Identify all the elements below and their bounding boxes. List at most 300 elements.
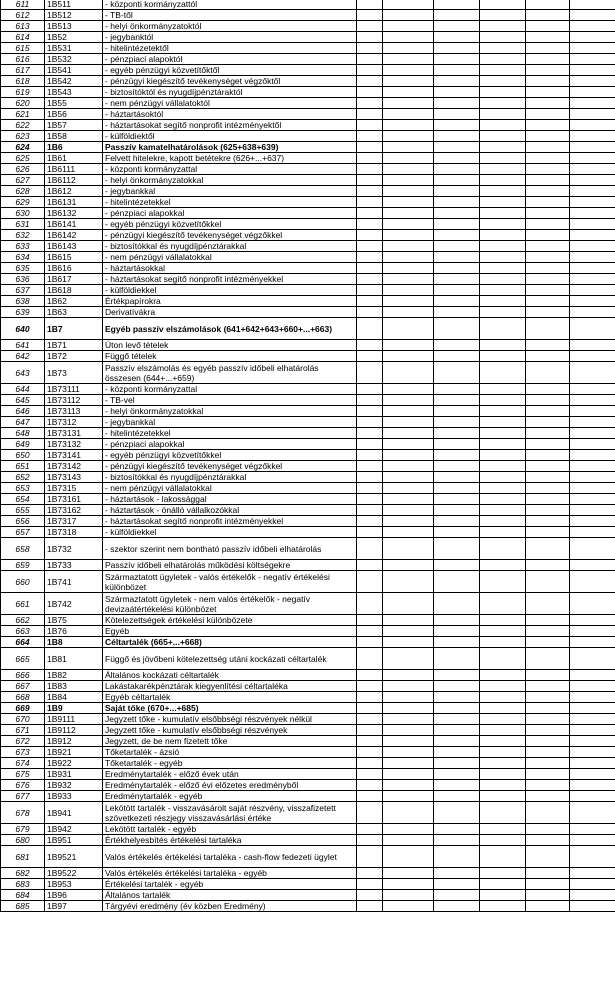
row-code-cell: 1B922 [45, 758, 103, 769]
row-number-cell: 613 [1, 21, 45, 32]
empty-value-cell [434, 846, 480, 868]
empty-value-cell [480, 142, 526, 153]
empty-value-cell [480, 505, 526, 516]
empty-value-cell [526, 252, 570, 263]
empty-value-cell [526, 637, 570, 648]
empty-value-cell [383, 483, 434, 494]
empty-value-cell [570, 153, 615, 164]
table-row [1, 780, 615, 791]
table-row [1, 153, 615, 164]
empty-value-cell [434, 472, 480, 483]
row-code-cell: 1B61 [45, 153, 103, 164]
empty-value-cell [526, 54, 570, 65]
empty-value-cell [570, 494, 615, 505]
empty-value-cell [526, 890, 570, 901]
empty-value-cell [480, 439, 526, 450]
row-description-cell: - hitelintézetekkel [103, 197, 357, 208]
empty-value-cell [383, 0, 434, 10]
empty-value-cell [480, 109, 526, 120]
row-description-cell: Általános tartalék [103, 890, 357, 901]
empty-value-cell [383, 175, 434, 186]
row-number-cell: 681 [1, 846, 45, 868]
empty-value-cell [383, 824, 434, 835]
row-number-cell: 617 [1, 65, 45, 76]
empty-value-cell [357, 296, 383, 307]
empty-value-cell [357, 318, 383, 340]
table-row [1, 626, 615, 637]
empty-value-cell [383, 65, 434, 76]
empty-value-cell [383, 428, 434, 439]
empty-value-cell [357, 153, 383, 164]
empty-value-cell [570, 10, 615, 21]
empty-value-cell [526, 197, 570, 208]
empty-value-cell [480, 725, 526, 736]
empty-value-cell [526, 285, 570, 296]
empty-value-cell [383, 450, 434, 461]
empty-value-cell [526, 516, 570, 527]
empty-value-cell [383, 890, 434, 901]
empty-value-cell [383, 274, 434, 285]
row-number-cell: 659 [1, 560, 45, 571]
empty-value-cell [383, 384, 434, 395]
empty-value-cell [357, 461, 383, 472]
row-number-cell: 642 [1, 351, 45, 362]
empty-value-cell [434, 648, 480, 670]
row-code-cell: 1B6111 [45, 164, 103, 175]
empty-value-cell [357, 802, 383, 824]
row-number-cell: 636 [1, 274, 45, 285]
empty-value-cell [434, 494, 480, 505]
empty-value-cell [570, 681, 615, 692]
empty-value-cell [383, 219, 434, 230]
row-code-cell: 1B9521 [45, 846, 103, 868]
row-code-cell: 1B56 [45, 109, 103, 120]
table-row [1, 219, 615, 230]
empty-value-cell [570, 769, 615, 780]
empty-value-cell [357, 516, 383, 527]
empty-value-cell [526, 439, 570, 450]
empty-value-cell [526, 780, 570, 791]
empty-value-cell [570, 846, 615, 868]
row-number-cell: 641 [1, 340, 45, 351]
row-description-cell: - külföldiekkel [103, 285, 357, 296]
table-row [1, 406, 615, 417]
row-description-cell: - hitelintézetekkel [103, 428, 357, 439]
empty-value-cell [383, 769, 434, 780]
row-code-cell: 1B742 [45, 593, 103, 615]
empty-value-cell [570, 692, 615, 703]
empty-value-cell [480, 252, 526, 263]
row-number-cell: 618 [1, 76, 45, 87]
empty-value-cell [480, 131, 526, 142]
row-code-cell: 1B73143 [45, 472, 103, 483]
row-number-cell: 622 [1, 120, 45, 131]
row-number-cell: 615 [1, 43, 45, 54]
empty-value-cell [357, 681, 383, 692]
empty-value-cell [434, 10, 480, 21]
table-row [1, 736, 615, 747]
empty-value-cell [570, 241, 615, 252]
empty-value-cell [434, 208, 480, 219]
row-code-cell: 1B73131 [45, 428, 103, 439]
empty-value-cell [383, 615, 434, 626]
row-description-cell: - biztosítókkal és nyugdíjpénztárakkal [103, 472, 357, 483]
row-code-cell: 1B83 [45, 681, 103, 692]
empty-value-cell [357, 747, 383, 758]
empty-value-cell [480, 65, 526, 76]
table-row [1, 230, 615, 241]
row-code-cell: 1B531 [45, 43, 103, 54]
empty-value-cell [526, 538, 570, 560]
empty-value-cell [480, 54, 526, 65]
row-description-cell: Felvett hitelekre, kapott betétekre (626+...+637) [103, 153, 357, 164]
row-description-cell: - háztartásokat segítő nonprofit intézményektől [103, 120, 357, 131]
row-code-cell: 1B73113 [45, 406, 103, 417]
empty-value-cell [383, 164, 434, 175]
empty-value-cell [383, 406, 434, 417]
empty-value-cell [526, 109, 570, 120]
empty-value-cell [480, 571, 526, 593]
empty-value-cell [570, 505, 615, 516]
empty-value-cell [434, 340, 480, 351]
empty-value-cell [434, 516, 480, 527]
row-number-cell: 682 [1, 868, 45, 879]
row-code-cell: 1B96 [45, 890, 103, 901]
table-row [1, 472, 615, 483]
empty-value-cell [383, 637, 434, 648]
empty-value-cell [383, 109, 434, 120]
table-row [1, 76, 615, 87]
table-row [1, 450, 615, 461]
empty-value-cell [570, 65, 615, 76]
row-description-cell: Saját tőke (670+...+685) [103, 703, 357, 714]
empty-value-cell [357, 252, 383, 263]
row-description-cell: - nem pénzügyi vállalatokkal [103, 483, 357, 494]
row-number-cell: 614 [1, 32, 45, 43]
empty-value-cell [570, 296, 615, 307]
empty-value-cell [526, 164, 570, 175]
empty-value-cell [434, 670, 480, 681]
empty-value-cell [383, 186, 434, 197]
row-code-cell: 1B921 [45, 747, 103, 758]
empty-value-cell [434, 406, 480, 417]
empty-value-cell [526, 681, 570, 692]
row-code-cell: 1B9 [45, 703, 103, 714]
empty-value-cell [570, 417, 615, 428]
empty-value-cell [357, 307, 383, 318]
empty-value-cell [570, 186, 615, 197]
row-description-cell: - egyéb pénzügyi közvetítőktől [103, 65, 357, 76]
row-code-cell: 1B82 [45, 670, 103, 681]
empty-value-cell [480, 406, 526, 417]
empty-value-cell [434, 384, 480, 395]
empty-value-cell [434, 901, 480, 912]
row-description-cell: - helyi önkormányzatokkal [103, 175, 357, 186]
empty-value-cell [434, 362, 480, 384]
row-number-cell: 675 [1, 769, 45, 780]
row-number-cell: 658 [1, 538, 45, 560]
row-code-cell: 1B63 [45, 307, 103, 318]
empty-value-cell [526, 670, 570, 681]
row-code-cell: 1B931 [45, 769, 103, 780]
table-row [1, 54, 615, 65]
empty-value-cell [570, 835, 615, 846]
table-row [1, 197, 615, 208]
empty-value-cell [357, 648, 383, 670]
empty-value-cell [383, 791, 434, 802]
empty-value-cell [570, 802, 615, 824]
empty-value-cell [526, 10, 570, 21]
empty-value-cell [526, 505, 570, 516]
empty-value-cell [383, 395, 434, 406]
row-description-cell: - pénzügyi kiegészítő tevékenységet végzőkkel [103, 461, 357, 472]
empty-value-cell [434, 791, 480, 802]
row-description-cell: - külföldiekkel [103, 527, 357, 538]
table-row [1, 868, 615, 879]
empty-value-cell [434, 692, 480, 703]
table-row [1, 824, 615, 835]
empty-value-cell [434, 736, 480, 747]
empty-value-cell [570, 538, 615, 560]
empty-value-cell [480, 296, 526, 307]
row-code-cell: 1B953 [45, 879, 103, 890]
empty-value-cell [480, 868, 526, 879]
row-code-cell: 1B57 [45, 120, 103, 131]
empty-value-cell [570, 483, 615, 494]
empty-value-cell [383, 538, 434, 560]
empty-value-cell [480, 791, 526, 802]
empty-value-cell [570, 758, 615, 769]
row-description-cell: Eredménytartalék - előző évek után [103, 769, 357, 780]
empty-value-cell [480, 758, 526, 769]
empty-value-cell [434, 461, 480, 472]
empty-value-cell [383, 747, 434, 758]
empty-value-cell [434, 219, 480, 230]
empty-value-cell [383, 571, 434, 593]
empty-value-cell [570, 824, 615, 835]
empty-value-cell [480, 43, 526, 54]
empty-value-cell [357, 494, 383, 505]
empty-value-cell [434, 747, 480, 758]
row-number-cell: 638 [1, 296, 45, 307]
empty-value-cell [434, 450, 480, 461]
table-row [1, 362, 615, 384]
row-code-cell: 1B6 [45, 142, 103, 153]
row-code-cell: 1B73161 [45, 494, 103, 505]
empty-value-cell [434, 483, 480, 494]
empty-value-cell [480, 285, 526, 296]
empty-value-cell [357, 263, 383, 274]
row-code-cell: 1B513 [45, 21, 103, 32]
empty-value-cell [383, 626, 434, 637]
empty-value-cell [434, 274, 480, 285]
row-code-cell: 1B617 [45, 274, 103, 285]
empty-value-cell [480, 747, 526, 758]
empty-value-cell [570, 197, 615, 208]
empty-value-cell [480, 461, 526, 472]
empty-value-cell [383, 197, 434, 208]
empty-value-cell [526, 98, 570, 109]
row-code-cell: 1B532 [45, 54, 103, 65]
empty-value-cell [570, 868, 615, 879]
table-row [1, 32, 615, 43]
empty-value-cell [570, 87, 615, 98]
empty-value-cell [357, 197, 383, 208]
row-number-cell: 685 [1, 901, 45, 912]
empty-value-cell [480, 87, 526, 98]
row-number-cell: 612 [1, 10, 45, 21]
empty-value-cell [526, 340, 570, 351]
row-description-cell: - TB-vel [103, 395, 357, 406]
empty-value-cell [570, 516, 615, 527]
row-code-cell: 1B6143 [45, 241, 103, 252]
empty-value-cell [570, 648, 615, 670]
empty-value-cell [480, 593, 526, 615]
row-code-cell: 1B75 [45, 615, 103, 626]
empty-value-cell [570, 736, 615, 747]
empty-value-cell [434, 54, 480, 65]
empty-value-cell [526, 802, 570, 824]
row-description-cell: - egyéb pénzügyi közvetítőkkel [103, 450, 357, 461]
empty-value-cell [434, 87, 480, 98]
empty-value-cell [434, 98, 480, 109]
row-description-cell: Jegyzett tőke - kumulatív elsőbbségi részvények nélkül [103, 714, 357, 725]
empty-value-cell [434, 186, 480, 197]
row-description-cell: - központi kormányzattal [103, 384, 357, 395]
empty-value-cell [434, 615, 480, 626]
empty-value-cell [434, 593, 480, 615]
empty-value-cell [480, 901, 526, 912]
empty-value-cell [480, 32, 526, 43]
table-row [1, 318, 615, 340]
empty-value-cell [480, 516, 526, 527]
row-code-cell: 1B6112 [45, 175, 103, 186]
empty-value-cell [383, 252, 434, 263]
empty-value-cell [526, 43, 570, 54]
empty-value-cell [434, 153, 480, 164]
empty-value-cell [570, 593, 615, 615]
table-row [1, 538, 615, 560]
row-code-cell: 1B9111 [45, 714, 103, 725]
empty-value-cell [357, 846, 383, 868]
row-description-cell: - háztartásokat segítő nonprofit intézményekkel [103, 516, 357, 527]
row-description-cell: - TB-től [103, 10, 357, 21]
empty-value-cell [570, 318, 615, 340]
empty-value-cell [434, 395, 480, 406]
empty-value-cell [357, 43, 383, 54]
empty-value-cell [570, 252, 615, 263]
row-number-cell: 635 [1, 263, 45, 274]
empty-value-cell [480, 472, 526, 483]
empty-value-cell [526, 230, 570, 241]
empty-value-cell [480, 351, 526, 362]
empty-value-cell [434, 571, 480, 593]
empty-value-cell [383, 296, 434, 307]
empty-value-cell [357, 131, 383, 142]
empty-value-cell [480, 527, 526, 538]
row-number-cell: 644 [1, 384, 45, 395]
table-row [1, 615, 615, 626]
empty-value-cell [434, 417, 480, 428]
row-number-cell: 678 [1, 802, 45, 824]
empty-value-cell [480, 21, 526, 32]
empty-value-cell [383, 461, 434, 472]
row-code-cell: 1B542 [45, 76, 103, 87]
empty-value-cell [526, 21, 570, 32]
table-row [1, 516, 615, 527]
empty-value-cell [434, 252, 480, 263]
row-description-cell: Értékhelyesbítés értékelési tartaléka [103, 835, 357, 846]
empty-value-cell [357, 362, 383, 384]
empty-value-cell [383, 560, 434, 571]
empty-value-cell [357, 186, 383, 197]
table-row [1, 395, 615, 406]
empty-value-cell [570, 670, 615, 681]
table-row [1, 681, 615, 692]
empty-value-cell [357, 395, 383, 406]
empty-value-cell [357, 406, 383, 417]
empty-value-cell [480, 703, 526, 714]
row-code-cell: 1B52 [45, 32, 103, 43]
empty-value-cell [383, 835, 434, 846]
table-row [1, 890, 615, 901]
empty-value-cell [383, 439, 434, 450]
empty-value-cell [526, 65, 570, 76]
row-description-cell: - háztartások - önálló vállalkozókkal [103, 505, 357, 516]
empty-value-cell [383, 10, 434, 21]
row-number-cell: 629 [1, 197, 45, 208]
table-row [1, 109, 615, 120]
row-code-cell: 1B615 [45, 252, 103, 263]
table-row [1, 98, 615, 109]
empty-value-cell [570, 164, 615, 175]
row-description-cell: Tőketartalék - ázsió [103, 747, 357, 758]
empty-value-cell [570, 472, 615, 483]
empty-value-cell [434, 626, 480, 637]
row-number-cell: 645 [1, 395, 45, 406]
empty-value-cell [526, 296, 570, 307]
table-row [1, 725, 615, 736]
empty-value-cell [480, 428, 526, 439]
empty-value-cell [570, 274, 615, 285]
row-code-cell: 1B7312 [45, 417, 103, 428]
empty-value-cell [526, 714, 570, 725]
empty-value-cell [357, 637, 383, 648]
table-row [1, 296, 615, 307]
empty-value-cell [434, 32, 480, 43]
row-description-cell: Passzív időbeli elhatárolás működési költségekre [103, 560, 357, 571]
table-row [1, 241, 615, 252]
empty-value-cell [526, 758, 570, 769]
empty-value-cell [480, 615, 526, 626]
empty-value-cell [526, 725, 570, 736]
empty-value-cell [526, 571, 570, 593]
row-code-cell: 1B511 [45, 0, 103, 10]
table-row [1, 879, 615, 890]
table-row [1, 428, 615, 439]
empty-value-cell [526, 450, 570, 461]
empty-value-cell [570, 428, 615, 439]
empty-value-cell [480, 879, 526, 890]
empty-value-cell [480, 450, 526, 461]
empty-value-cell [357, 87, 383, 98]
empty-value-cell [526, 153, 570, 164]
empty-value-cell [570, 32, 615, 43]
empty-value-cell [383, 670, 434, 681]
empty-value-cell [526, 0, 570, 10]
row-number-cell: 633 [1, 241, 45, 252]
empty-value-cell [357, 714, 383, 725]
